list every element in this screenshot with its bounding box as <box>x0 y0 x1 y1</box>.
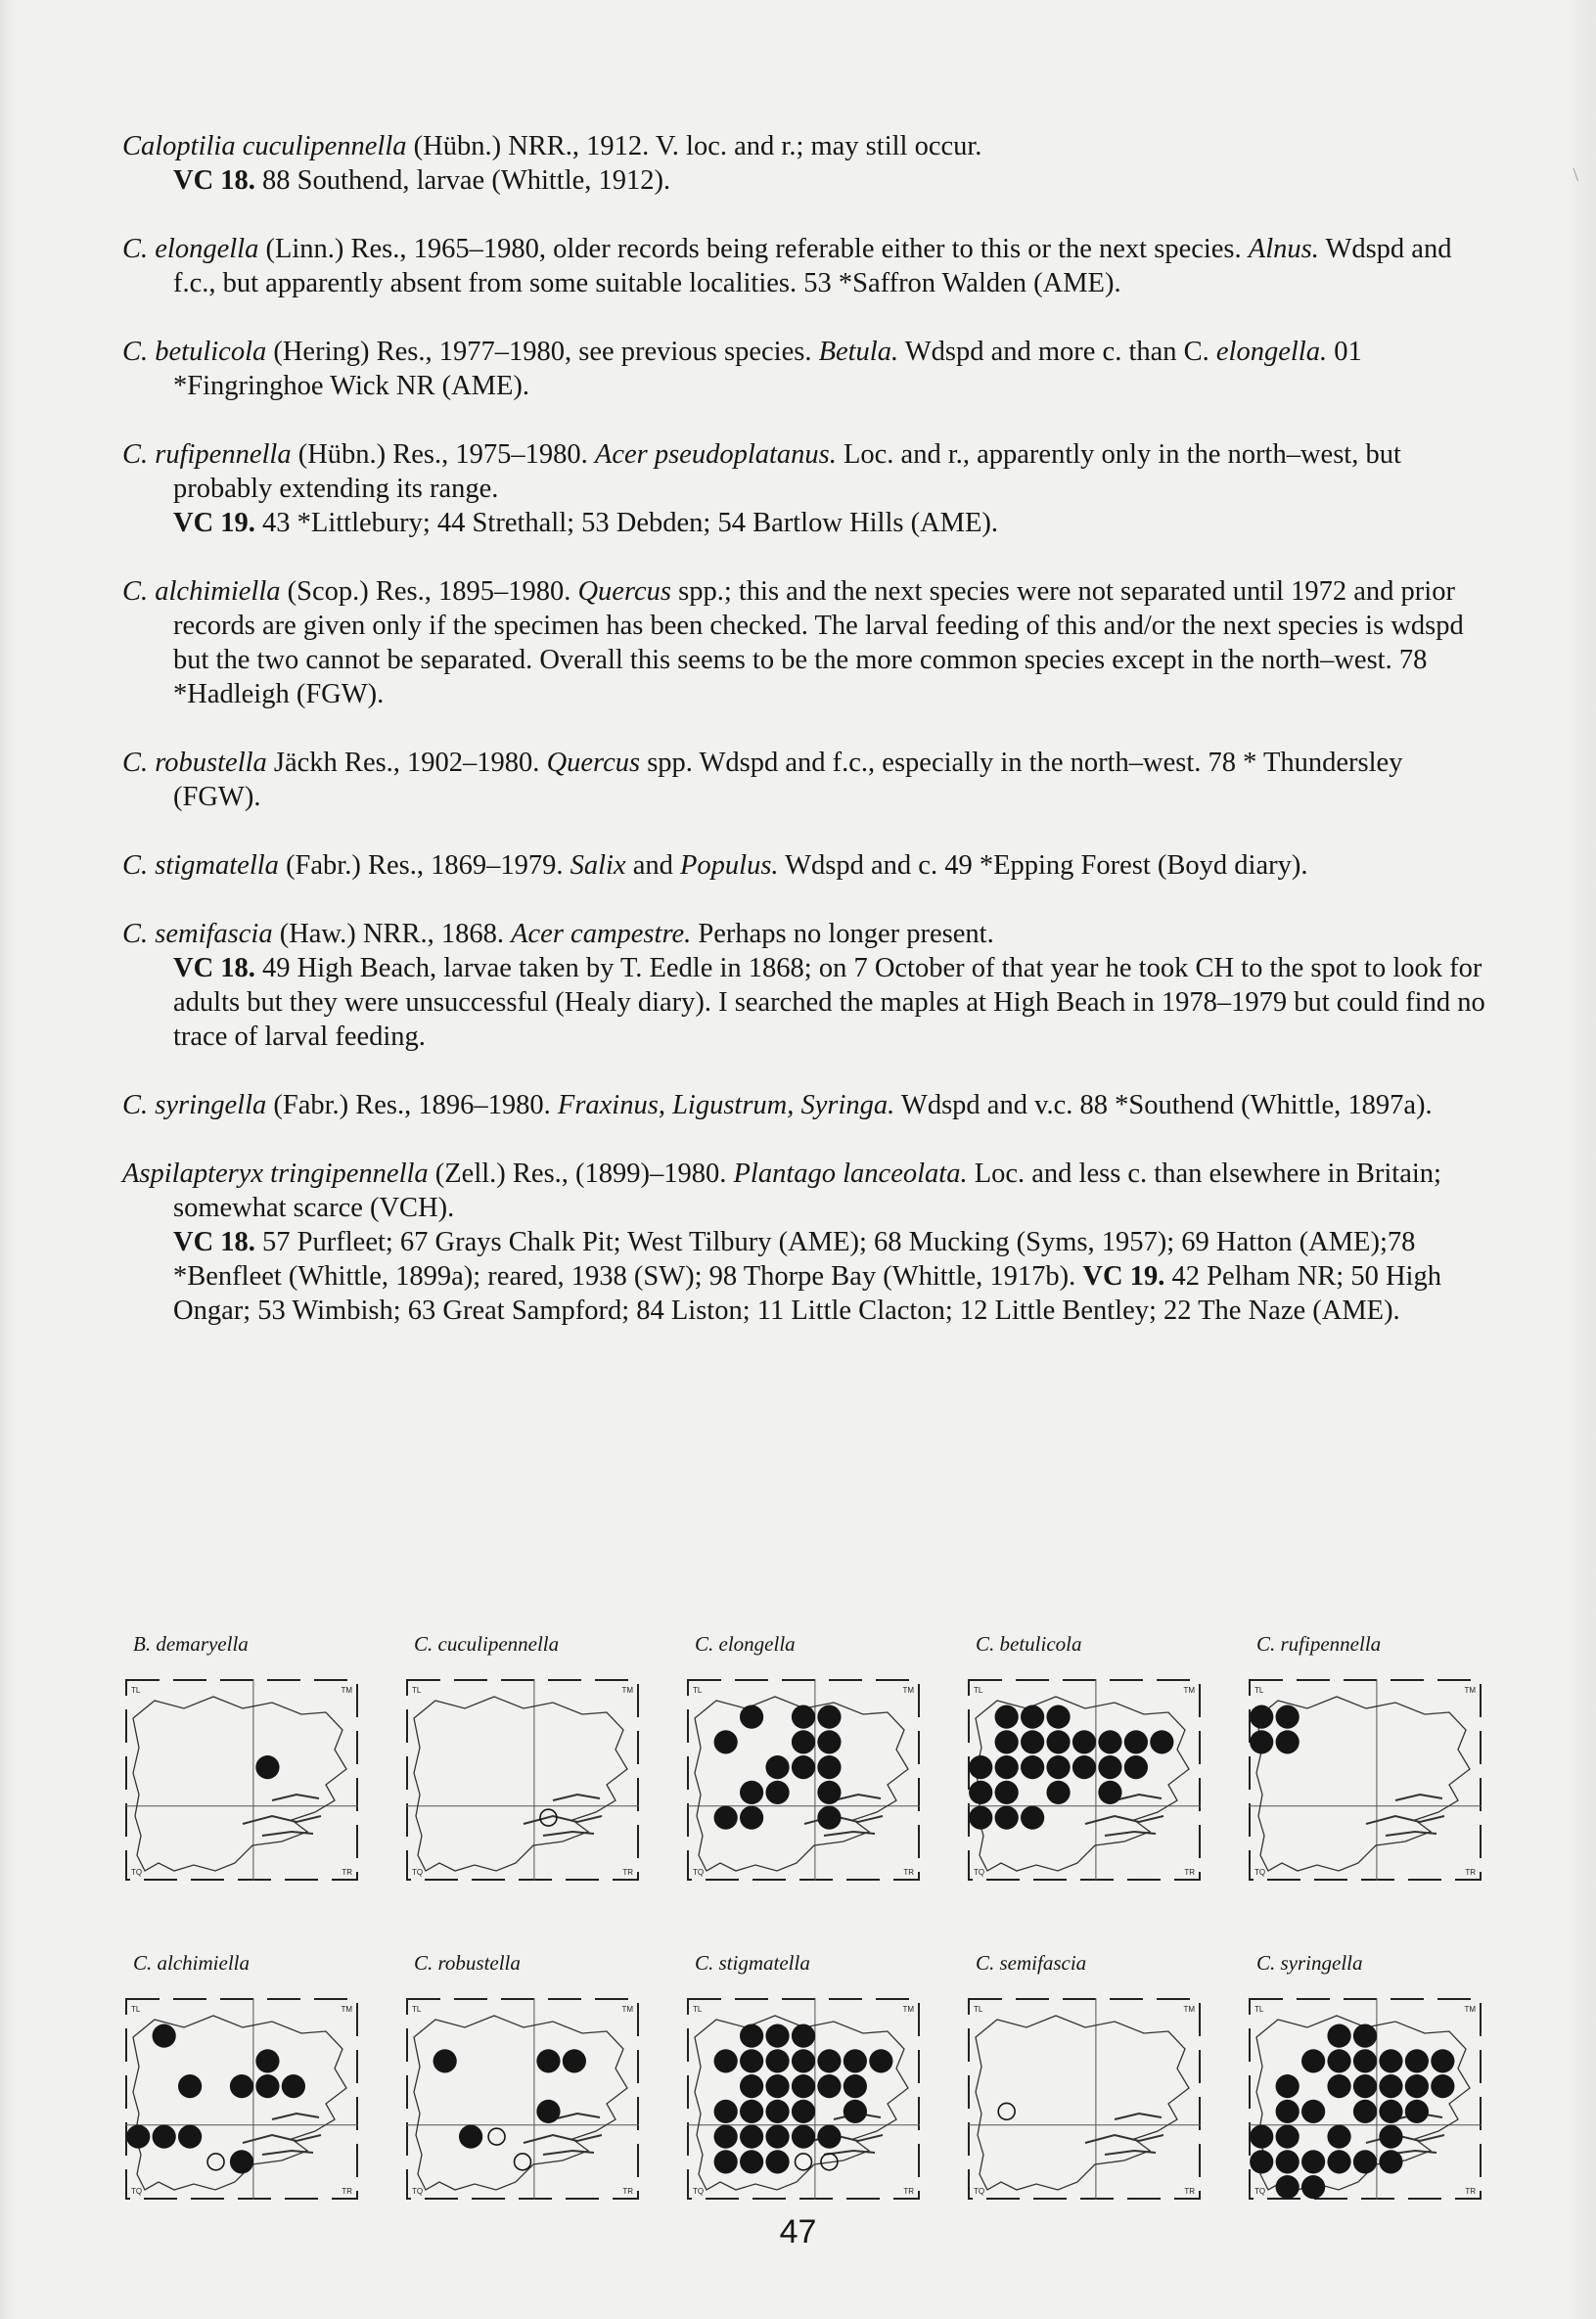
species-name: Aspilapteryx tringipennella <box>122 1159 429 1189</box>
host-plant: elongella. <box>1215 337 1328 367</box>
record-dot <box>995 1806 1019 1830</box>
grid-square-label: TM <box>341 2005 352 2014</box>
record-dot <box>1124 1755 1148 1779</box>
species-entry <box>122 1088 1492 1122</box>
map-frame <box>969 1999 1200 2199</box>
species-name: C. robustella <box>122 748 267 778</box>
vice-county-records <box>173 163 1492 198</box>
record-text: 88 Southend, larvae (Whittle, 1912). <box>254 165 671 196</box>
old-record-circle <box>488 2128 505 2145</box>
record-dot <box>1353 2024 1377 2048</box>
species-name: C. rufipennella <box>122 439 292 470</box>
record-dot <box>740 1781 763 1804</box>
record-dot <box>1098 1730 1121 1753</box>
species-text: and <box>625 850 680 881</box>
record-dot <box>765 2150 789 2173</box>
vice-county-label: VC 18. <box>173 165 255 196</box>
record-dot <box>1046 1755 1070 1779</box>
record-dot <box>255 2049 279 2072</box>
old-record-circle <box>998 2103 1015 2119</box>
distribution-map <box>1239 1951 1489 2217</box>
species-name: C. alchimiella <box>122 576 281 607</box>
record-dot <box>1353 2049 1377 2072</box>
edge-mark: \ <box>1573 164 1578 186</box>
record-dot <box>792 1705 815 1729</box>
record-dot <box>969 1781 992 1804</box>
species-text: Wdspd and c. 49 *Epping Forest (Boyd diary). <box>778 850 1308 881</box>
record-dot <box>1379 2074 1402 2098</box>
grid-square-label: TQ <box>1254 1868 1266 1877</box>
grid-square-label: TR <box>1184 2187 1195 2196</box>
record-dot <box>255 1755 279 1779</box>
grid-square-label: TR <box>622 1868 633 1877</box>
grid-square-label: TQ <box>693 1868 705 1877</box>
species-entry <box>122 848 1492 883</box>
grid-square-label: TM <box>341 1686 352 1695</box>
distribution-map <box>677 1632 928 1898</box>
map-figure <box>1249 1679 1482 1881</box>
record-dot <box>1072 1755 1096 1779</box>
coastline <box>133 1697 346 1871</box>
estuary <box>1085 2114 1163 2155</box>
grid-square-label: TR <box>342 1868 352 1877</box>
host-plant: Quercus <box>577 576 671 607</box>
record-dot <box>844 2074 867 2098</box>
grid-square-label: TM <box>621 1686 633 1695</box>
map-caption: C. elongella <box>695 1632 796 1656</box>
record-dot <box>792 2125 815 2149</box>
record-dot <box>792 2100 815 2123</box>
host-plant: Acer campestre. <box>511 919 692 949</box>
record-dot <box>282 2074 305 2098</box>
species-entry <box>122 746 1492 814</box>
record-dot <box>1276 2175 1300 2199</box>
record-dot <box>740 1806 763 1830</box>
record-dot <box>1046 1781 1070 1804</box>
grid-square-label: TM <box>1183 1686 1195 1695</box>
record-dot <box>740 1705 763 1729</box>
grid-square-label: TL <box>693 2005 703 2014</box>
distribution-map <box>1239 1632 1489 1898</box>
record-dot <box>433 2049 457 2072</box>
map-caption: C. betulicola <box>976 1632 1082 1656</box>
map-caption: C. semifascia <box>976 1951 1087 1975</box>
record-dot <box>792 2074 815 2098</box>
record-dot <box>1301 2100 1325 2123</box>
record-dot <box>1405 2049 1429 2072</box>
grid-square-label: TL <box>131 2005 141 2014</box>
record-dot <box>1379 2100 1402 2123</box>
record-dot <box>1379 2125 1402 2149</box>
record-dot <box>740 2049 763 2072</box>
old-record-circle <box>207 2154 224 2170</box>
record-dot <box>1405 2100 1429 2123</box>
grid-square-label: TM <box>1464 1686 1476 1695</box>
record-dot <box>765 2024 789 2048</box>
map-frame <box>407 1680 638 1880</box>
host-plant: Acer pseudoplatanus. <box>594 439 837 470</box>
species-text: spp.; this and the next species were not separated until 1972 and prior records are given only if the specimen has been checked. The larval feeding of this and/or the next species is wdspd but the two cannot be separated. Overall this seems to be the more common species except in the north–west. 78 *Hadleigh (FGW). <box>173 576 1464 709</box>
record-dot <box>714 2049 738 2072</box>
species-name: C. syringella <box>122 1090 267 1120</box>
distribution-map <box>958 1632 1208 1898</box>
species-entry <box>122 129 1492 198</box>
record-dot <box>1276 2150 1300 2173</box>
record-dot <box>1276 2074 1300 2098</box>
record-dot <box>1353 2100 1377 2123</box>
vice-county-label: VC 18. <box>173 953 255 983</box>
host-plant: Salix <box>570 850 626 881</box>
record-dot <box>1301 2150 1325 2173</box>
record-dot <box>817 2074 841 2098</box>
grid-square-label: TM <box>902 2005 914 2014</box>
grid-square-label: TL <box>412 2005 422 2014</box>
map-figure <box>406 1998 639 2200</box>
record-dot <box>1379 2150 1402 2173</box>
record-dot <box>1021 1730 1044 1753</box>
grid-square-label: TQ <box>974 2187 985 2196</box>
record-dot <box>765 1781 789 1804</box>
record-dot <box>714 1730 738 1753</box>
grid-square-label: TR <box>903 1868 914 1877</box>
grid-square-label: TL <box>1254 2005 1264 2014</box>
estuary <box>1085 1795 1163 1836</box>
map-figure <box>406 1679 639 1881</box>
record-dot <box>792 2049 815 2072</box>
vice-county-label: VC 19. <box>1082 1261 1165 1292</box>
record-dot <box>1276 1730 1300 1753</box>
grid-square-label: TQ <box>974 1868 985 1877</box>
map-figure <box>1249 1998 1482 2200</box>
record-dot <box>714 2150 738 2173</box>
record-dot <box>995 1705 1019 1729</box>
record-text: 42 Pelham NR; 50 High Ongar; 53 Wimbish; 63 Great Sampford; 84 Liston; 11 Little Clacton; 12 Little Bentley; 22 The Naze (AME). <box>173 1261 1441 1326</box>
grid-square-label: TL <box>131 1686 141 1695</box>
record-dot <box>563 2049 586 2072</box>
old-record-circle <box>796 2154 812 2170</box>
coastline <box>414 2016 627 2190</box>
estuary <box>243 1795 321 1836</box>
record-dot <box>792 1755 815 1779</box>
map-frame <box>126 1680 357 1880</box>
record-dot <box>536 2100 560 2123</box>
estuary <box>804 1795 883 1836</box>
record-dot <box>740 2074 763 2098</box>
grid-square-label: TQ <box>412 1868 424 1877</box>
grid-square-label: TQ <box>131 1868 143 1877</box>
record-dot <box>714 2100 738 2123</box>
record-dot <box>1250 1730 1273 1753</box>
species-name: C. stigmatella <box>122 850 279 881</box>
distribution-map <box>958 1951 1208 2217</box>
distribution-map <box>115 1951 366 2217</box>
record-text: 57 Purfleet; 67 Grays Chalk Pit; West Tilbury (AME); 68 Mucking (Syms, 1957); 69 Hatton (AME);78 *Benfleet (Whittle, 1899a); reared, 1938 (SW); 98 Thorpe Bay (Whittle, 1917b). <box>173 1227 1416 1292</box>
species-name: C. semifascia <box>122 919 273 949</box>
vice-county-label: VC 18. <box>173 1227 255 1257</box>
record-dot <box>178 2074 202 2098</box>
species-text: (Haw.) NRR., 1868. <box>272 919 512 949</box>
estuary <box>804 2114 883 2155</box>
distribution-map <box>115 1632 366 1898</box>
record-dot <box>153 2024 176 2048</box>
record-dot <box>817 1705 841 1729</box>
map-figure <box>125 1998 358 2200</box>
record-dot <box>255 2074 279 2098</box>
species-text: spp. Wdspd and f.c., especially in the north–west. 78 * Thundersley (FGW). <box>173 748 1403 812</box>
grid-square-label: TR <box>1465 1868 1476 1877</box>
species-text: (Hering) Res., 1977–1980, see previous species. <box>266 337 819 367</box>
record-dot <box>995 1730 1019 1753</box>
record-dot <box>969 1806 992 1830</box>
record-dot <box>740 2125 763 2149</box>
map-caption: C. robustella <box>414 1951 521 1975</box>
map-caption: C. cuculipennella <box>414 1632 560 1656</box>
record-dot <box>1250 2125 1273 2149</box>
record-dot <box>1072 1730 1096 1753</box>
record-dot <box>817 1730 841 1753</box>
grid-square-label: TQ <box>412 2187 424 2196</box>
record-dot <box>1098 1755 1121 1779</box>
record-dot <box>844 2100 867 2123</box>
record-dot <box>1301 2049 1325 2072</box>
map-caption: B. demaryella <box>133 1632 249 1656</box>
record-dot <box>969 1755 992 1779</box>
map-figure <box>687 1998 920 2200</box>
grid-square-label: TQ <box>693 2187 705 2196</box>
species-text: (Zell.) Res., (1899)–1980. <box>428 1159 734 1189</box>
species-text: Jäckh Res., 1902–1980. <box>266 748 547 778</box>
record-dot <box>765 2074 789 2098</box>
species-name: Caloptilia cuculipennella <box>122 131 407 161</box>
map-caption: C. syringella <box>1256 1951 1363 1975</box>
record-dot <box>1250 2150 1273 2173</box>
record-dot <box>869 2049 892 2072</box>
grid-square-label: TL <box>693 1686 703 1695</box>
grid-square-label: TR <box>1184 1868 1195 1877</box>
record-dot <box>1124 1730 1148 1753</box>
vice-county-records <box>173 506 1492 540</box>
map-figure <box>968 1998 1201 2200</box>
vice-county-records <box>173 1225 1492 1328</box>
grid-square-label: TM <box>1183 2005 1195 2014</box>
host-plant: Populus. <box>680 850 779 881</box>
host-plant: Betula. <box>818 337 899 367</box>
species-entry <box>122 232 1492 300</box>
map-caption: C. rufipennella <box>1256 1632 1382 1656</box>
record-dot <box>1301 2175 1325 2199</box>
species-entry <box>122 437 1492 540</box>
record-dot <box>1276 2125 1300 2149</box>
species-entry <box>122 1157 1492 1328</box>
estuary <box>1366 1795 1444 1836</box>
record-dot <box>1021 1705 1044 1729</box>
record-dot <box>844 2049 867 2072</box>
record-dot <box>153 2125 176 2149</box>
species-text: (Hübn.) NRR., 1912. V. loc. and r.; may still occur. <box>406 131 982 161</box>
grid-square-label: TM <box>621 2005 633 2014</box>
record-dot <box>1327 2049 1350 2072</box>
species-text: Wdspd and f.c., but apparently absent from some suitable localities. 53 *Saffron Walden (AME). <box>173 234 1452 298</box>
record-dot <box>817 1755 841 1779</box>
record-dot <box>817 1781 841 1804</box>
host-plant: Fraxinus, Ligustrum, Syringa. <box>557 1090 895 1120</box>
record-dot <box>1405 2074 1429 2098</box>
record-dot <box>714 2125 738 2149</box>
record-dot <box>817 2049 841 2072</box>
species-text: (Fabr.) Res., 1896–1980. <box>266 1090 558 1120</box>
estuary <box>524 2114 602 2155</box>
record-dot <box>817 1806 841 1830</box>
record-dot <box>765 2049 789 2072</box>
record-dot <box>230 2074 253 2098</box>
record-dot <box>1021 1806 1044 1830</box>
record-dot <box>126 2125 150 2149</box>
species-text <box>122 129 1492 1362</box>
record-dot <box>1046 1730 1070 1753</box>
species-entry <box>122 917 1492 1054</box>
record-dot <box>1276 2100 1300 2123</box>
record-dot <box>714 1806 738 1830</box>
distribution-map <box>677 1951 928 2217</box>
record-dot <box>459 2125 482 2149</box>
map-caption: C. alchimiella <box>133 1951 250 1975</box>
species-name: C. elongella <box>122 234 259 264</box>
map-figure <box>687 1679 920 1881</box>
record-dot <box>995 1781 1019 1804</box>
grid-square-label: TM <box>902 1686 914 1695</box>
record-dot <box>765 1755 789 1779</box>
record-dot <box>1250 1705 1273 1729</box>
record-dot <box>1353 2074 1377 2098</box>
grid-square-label: TR <box>1465 2187 1476 2196</box>
old-record-circle <box>515 2154 531 2170</box>
record-dot <box>1327 2074 1350 2098</box>
host-plant: Plantago lanceolata. <box>733 1159 968 1189</box>
species-text: (Hübn.) Res., 1975–1980. <box>291 439 595 470</box>
record-text: 49 High Beach, larvae taken by T. Eedle in 1868; on 7 October of that year he took CH to the spot to look for adults but they were unsuccessful (Healy diary). I searched the maples at High Beach in 1978–1979 but could find no trace of larval feeding. <box>173 953 1485 1052</box>
grid-square-label: TR <box>342 2187 352 2196</box>
record-dot <box>740 2100 763 2123</box>
species-entry <box>122 574 1492 711</box>
species-name: C. betulicola <box>122 337 267 367</box>
vice-county-records <box>173 951 1492 1054</box>
estuary <box>1366 2114 1444 2155</box>
grid-square-label: TR <box>622 2187 633 2196</box>
record-dot <box>1021 1755 1044 1779</box>
record-dot <box>817 2125 841 2149</box>
record-dot <box>740 2024 763 2048</box>
species-text: (Fabr.) Res., 1869–1979. <box>278 850 570 881</box>
grid-square-label: TM <box>1464 2005 1476 2014</box>
record-dot <box>1431 2049 1454 2072</box>
distribution-maps <box>115 1632 1505 2239</box>
host-plant: Quercus <box>546 748 641 778</box>
estuary <box>524 1795 602 1836</box>
species-text: Loc. and less c. than elsewhere in Britain; somewhat scarce (VCH). <box>173 1159 1441 1223</box>
grid-square-label: TR <box>903 2187 914 2196</box>
map-caption: C. stigmatella <box>695 1951 810 1975</box>
distribution-map <box>396 1632 647 1898</box>
vice-county-label: VC 19. <box>173 508 255 538</box>
record-dot <box>1379 2049 1402 2072</box>
grid-square-label: TQ <box>131 2187 143 2196</box>
map-figure <box>968 1679 1201 1881</box>
estuary <box>243 2114 321 2155</box>
record-dot <box>792 1730 815 1753</box>
record-dot <box>1098 1781 1121 1804</box>
grid-square-label: TL <box>412 1686 422 1695</box>
species-text: Wdspd and v.c. 88 *Southend (Whittle, 1897a). <box>894 1090 1433 1120</box>
species-text: Loc. and r., apparently only in the north–west, but probably extending its range. <box>173 439 1401 504</box>
coastline <box>414 1697 627 1871</box>
record-text: 43 *Littlebury; 44 Strethall; 53 Debden; 54 Bartlow Hills (AME). <box>254 508 999 538</box>
species-entry <box>122 335 1492 403</box>
species-text: (Linn.) Res., 1965–1980, older records being referable either to this or the next species. <box>258 234 1249 264</box>
grid-square-label: TL <box>974 2005 983 2014</box>
map-figure <box>125 1679 358 1881</box>
species-text: Wdspd and more c. than C. <box>898 337 1216 367</box>
record-dot <box>1327 2024 1350 2048</box>
species-text: Perhaps no longer present. <box>691 919 994 949</box>
record-dot <box>536 2049 560 2072</box>
record-dot <box>1046 1705 1070 1729</box>
host-plant: Alnus. <box>1248 234 1319 264</box>
record-dot <box>1276 1705 1300 1729</box>
record-dot <box>765 2100 789 2123</box>
record-dot <box>792 2024 815 2048</box>
record-dot <box>740 2150 763 2173</box>
grid-square-label: TL <box>974 1686 983 1695</box>
record-dot <box>765 2125 789 2149</box>
record-dot <box>1327 2150 1350 2173</box>
record-dot <box>1353 2150 1377 2173</box>
grid-square-label: TL <box>1254 1686 1264 1695</box>
record-dot <box>1327 2125 1350 2149</box>
species-text: 01 *Fingringhoe Wick NR (AME). <box>173 337 1362 401</box>
record-dot <box>1431 2074 1454 2098</box>
grid-square-label: TQ <box>1254 2187 1266 2196</box>
map-frame <box>407 1999 638 2199</box>
page-number: 47 <box>779 2213 817 2251</box>
record-dot <box>1150 1730 1173 1753</box>
distribution-map <box>396 1951 647 2217</box>
record-dot <box>995 1755 1019 1779</box>
species-text: (Scop.) Res., 1895–1980. <box>280 576 578 607</box>
record-dot <box>178 2125 202 2149</box>
